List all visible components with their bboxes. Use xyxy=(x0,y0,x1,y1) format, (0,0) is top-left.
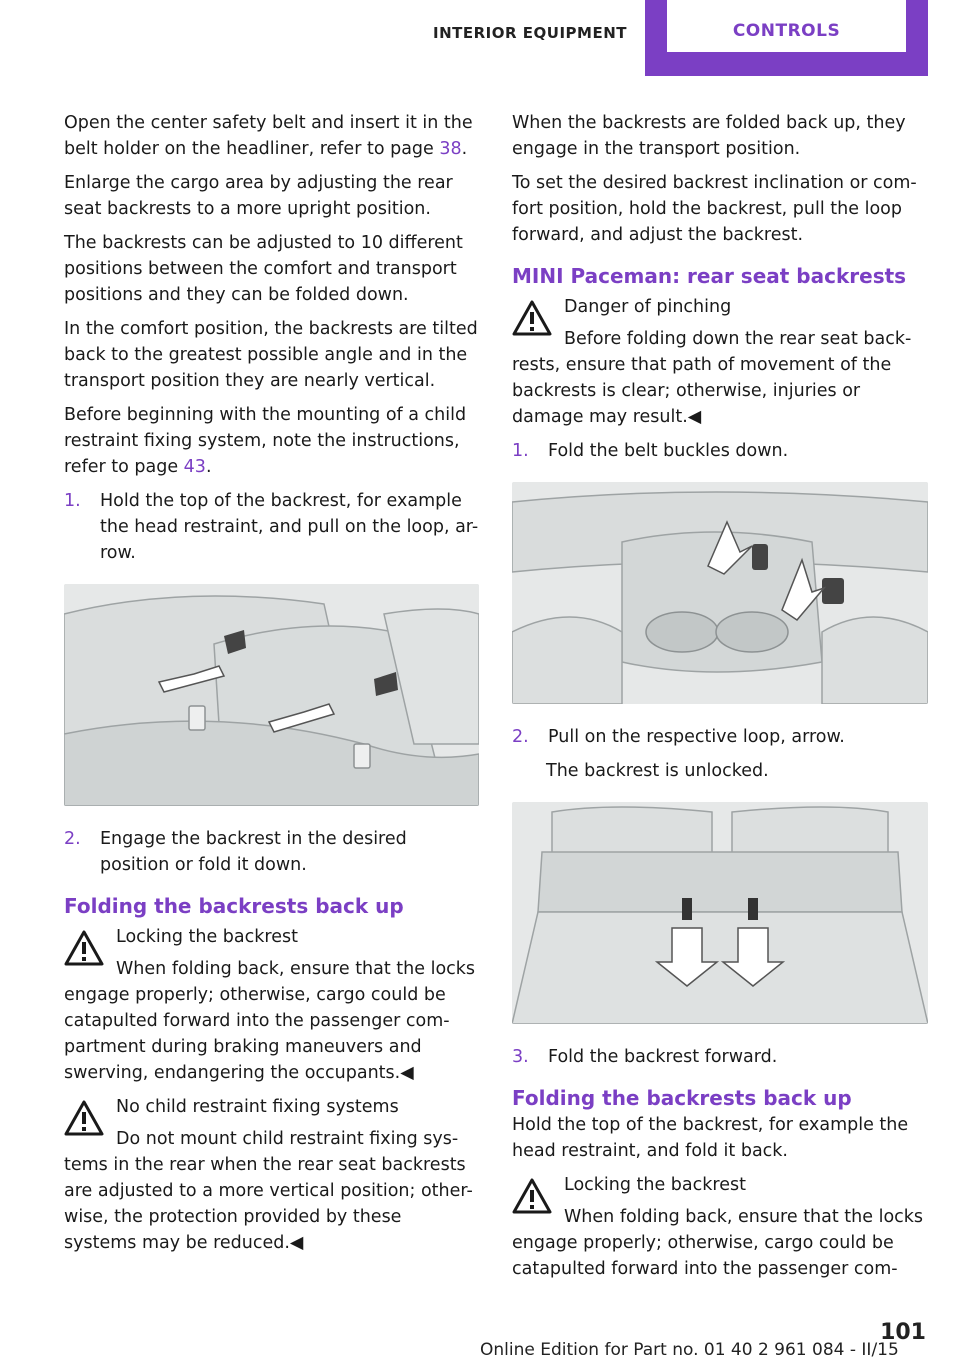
section-heading: MINI Paceman: rear seat backrests xyxy=(512,264,907,288)
warning-body: Do not mount child restraint fixing sys-tems in the rear when the rear seat backrests are adjusted to a more vertical position; other-wise, the protection provided by these systems may be reduced.◀ xyxy=(64,1129,473,1253)
paragraph: The backrests can be adjusted to 10 different positions between the comfort and transport positions and they can be folded down. xyxy=(64,233,463,305)
paragraph: To set the desired backrest inclination or com-fort position, hold the backrest, pull the loop forward, and adjust the backrest. xyxy=(512,173,917,245)
page-link[interactable]: 43 xyxy=(183,457,206,477)
step-item xyxy=(512,438,930,464)
paragraph: Before beginning with the mounting of a child restraint fixing system, note the instructions, refer to page 43. xyxy=(64,405,467,477)
chapter-tab xyxy=(645,0,928,76)
step-text: Engage the backrest in the desired position or fold it down. xyxy=(100,829,407,875)
warning-body: Before folding down the rear seat back-rests, ensure that path of movement of the backrests is clear; otherwise, injuries or damage may result.◀ xyxy=(512,329,912,427)
chapter-tab-label: CONTROLS xyxy=(667,0,906,52)
warning-block xyxy=(64,924,479,1086)
warning-title: Danger of pinching xyxy=(564,297,732,317)
paragraph: Hold the top of the backrest, for example the head restraint, and fold it back. xyxy=(512,1115,909,1161)
warning-title: Locking the backrest xyxy=(564,1175,746,1195)
page-footer xyxy=(0,1320,960,1362)
warning-block xyxy=(64,1094,479,1256)
step-item xyxy=(512,724,930,750)
page-header xyxy=(0,0,960,76)
step-number: 1. xyxy=(512,441,529,461)
page-number: 101 xyxy=(880,1320,926,1345)
step-item xyxy=(512,1044,930,1070)
right-column xyxy=(512,110,930,1290)
paragraph: Open the center safety belt and insert it in the belt holder on the headliner, refer to page 38. xyxy=(64,113,473,159)
warning-block xyxy=(512,1172,930,1282)
step-item xyxy=(64,488,479,566)
step-text: Hold the top of the backrest, for example the head restraint, and pull on the loop, ar-row. xyxy=(100,491,479,563)
step-number: 2. xyxy=(64,829,81,849)
step-number: 2. xyxy=(512,727,529,747)
step-note: The backrest is unlocked. xyxy=(546,761,769,781)
step-item xyxy=(64,826,479,878)
step-text: Pull on the respective loop, arrow. xyxy=(548,727,845,747)
edition-note: Online Edition for Part no. 01 40 2 961 084 - II/15 xyxy=(480,1340,899,1360)
step-text: Fold the belt buckles down. xyxy=(548,441,789,461)
section-title: INTERIOR EQUIPMENT xyxy=(433,24,627,42)
warning-body: When folding back, ensure that the locks engage properly; otherwise, cargo could be catapulted forward into the passenger com-partment during braking maneuvers and swerving, endangering the occupants.◀ xyxy=(64,959,476,1083)
section-heading: Folding the backrests back up xyxy=(64,894,404,918)
warning-title: Locking the backrest xyxy=(116,927,298,947)
step-number: 1. xyxy=(64,491,81,511)
warning-triangle-icon xyxy=(512,1178,552,1214)
warning-triangle-icon xyxy=(64,1100,104,1136)
warning-block xyxy=(512,294,930,430)
page-link[interactable]: 38 xyxy=(439,139,462,159)
warning-body: When folding back, ensure that the locks engage properly; otherwise, cargo could be catapulted forward into the passenger com- xyxy=(512,1207,924,1279)
warning-triangle-icon xyxy=(64,930,104,966)
step-number: 3. xyxy=(512,1047,529,1067)
warning-title: No child restraint fixing systems xyxy=(116,1097,399,1117)
paragraph: When the backrests are folded back up, they engage in the transport position. xyxy=(512,113,906,159)
belt-buckle-illustration xyxy=(512,482,928,704)
paragraph: Enlarge the cargo area by adjusting the rear seat backrests to a more upright position. xyxy=(64,173,453,219)
section-heading: Folding the backrests back up xyxy=(512,1086,852,1110)
warning-triangle-icon xyxy=(512,300,552,336)
paragraph: In the comfort position, the backrests are tilted back to the greatest possible angle and in the transport position they are nearly vertical. xyxy=(64,319,478,391)
cargo-area-illustration xyxy=(512,802,928,1024)
rear-seat-loop-illustration xyxy=(64,584,479,806)
step-text: Fold the backrest forward. xyxy=(548,1047,778,1067)
left-column xyxy=(64,110,479,1264)
